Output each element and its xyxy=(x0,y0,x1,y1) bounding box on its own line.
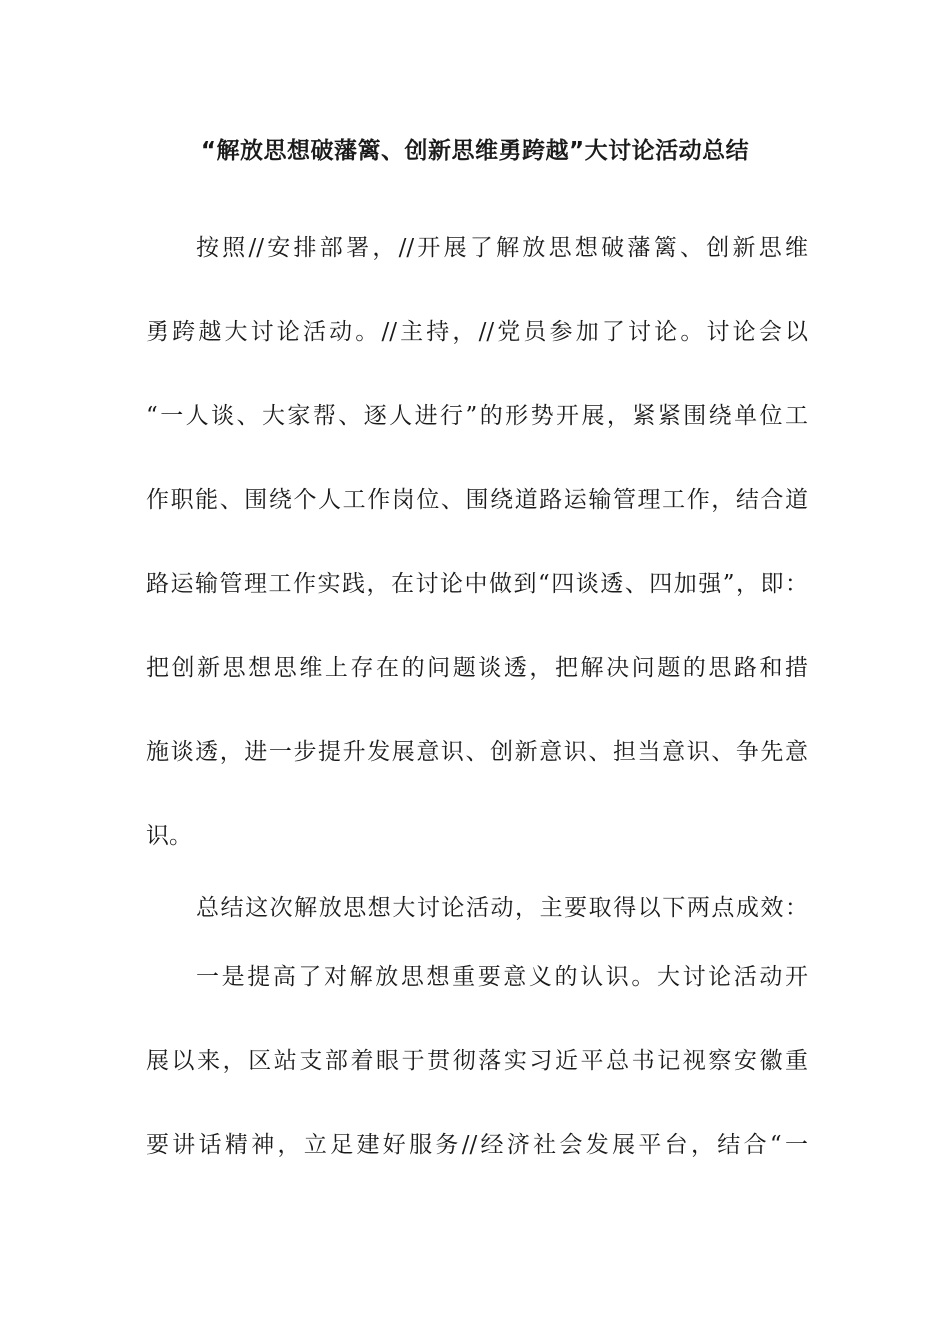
paragraph-line: 勇跨越大讨论活动。//主持，//党员参加了讨论。讨论会以 xyxy=(146,319,808,345)
paragraph-line: 识。 xyxy=(146,823,192,849)
paragraph-line: 一是提高了对解放思想重要意义的认识。大讨论活动开 xyxy=(196,964,808,990)
paragraph-line: 路运输管理工作实践，在讨论中做到“四谈透、四加强”，即： xyxy=(146,571,808,597)
paragraph-line: 按照//安排部署，//开展了解放思想破藩篱、创新思维 xyxy=(196,235,808,261)
document-title: “解放思想破藩篱、创新思维勇跨越”大讨论活动总结 xyxy=(200,138,750,164)
paragraph-line: 要讲话精神，立足建好服务//经济社会发展平台，结合“一 xyxy=(146,1132,808,1158)
paragraph-line: 展以来，区站支部着眼于贯彻落实习近平总书记视察安徽重 xyxy=(146,1048,808,1074)
paragraph-line: 总结这次解放思想大讨论活动，主要取得以下两点成效： xyxy=(196,895,808,921)
paragraph-line: 施谈透，进一步提升发展意识、创新意识、担当意识、争先意 xyxy=(146,739,808,765)
paragraph-line: 作职能、围绕个人工作岗位、围绕道路运输管理工作，结合道 xyxy=(146,487,808,513)
paragraph-line: “一人谈、大家帮、逐人进行”的形势开展，紧紧围绕单位工 xyxy=(146,403,808,429)
paragraph-line: 把创新思想思维上存在的问题谈透，把解决问题的思路和措 xyxy=(146,655,808,681)
